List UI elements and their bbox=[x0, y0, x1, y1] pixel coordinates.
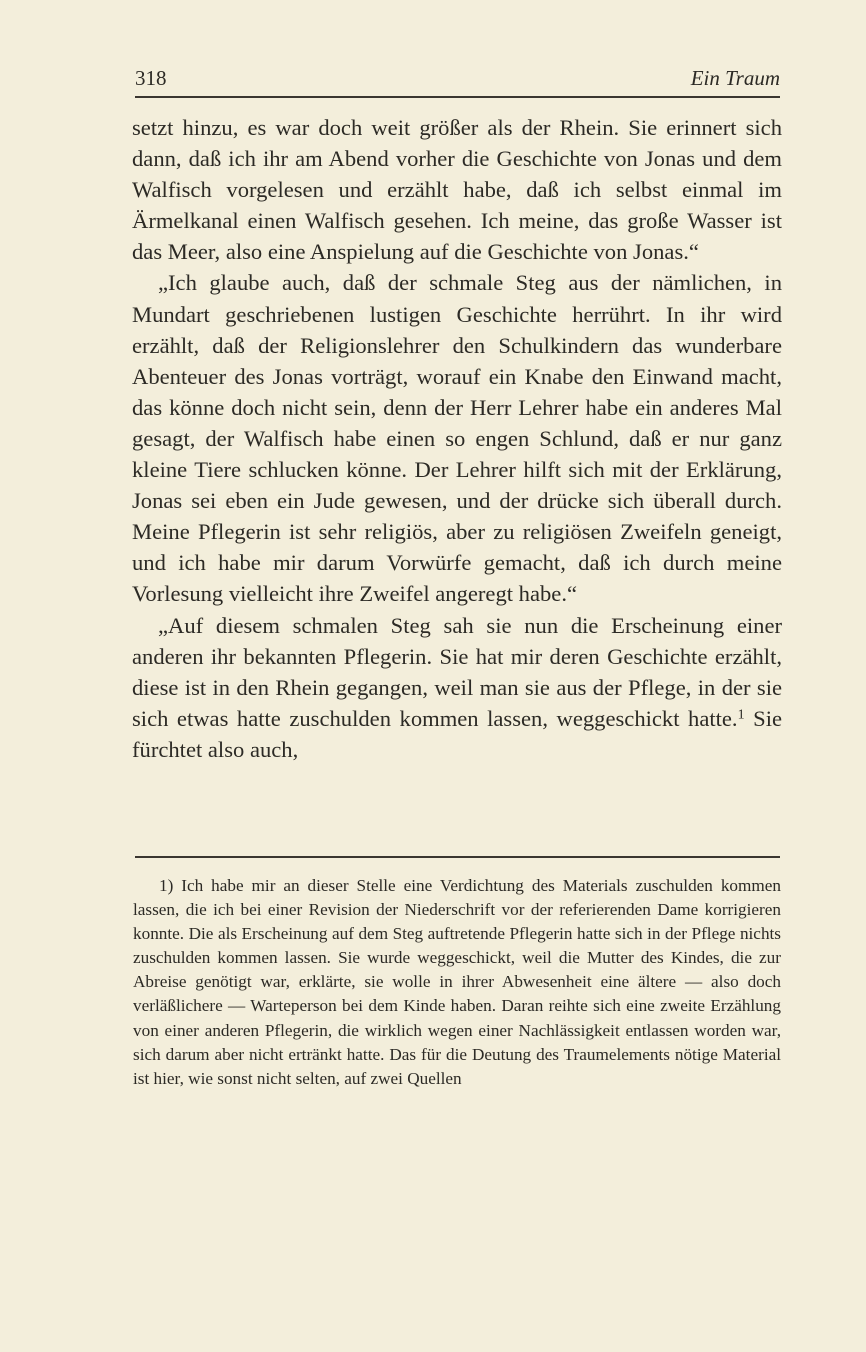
paragraph bbox=[132, 610, 782, 765]
paragraph: setzt hinzu, es war doch weit größer als der Rhein. Sie erinnert sich dann, daß ich ihr am Abend vorher die Geschichte von Jonas und dem Walfisch vorgelesen und erzählt habe, daß ich selbst einmal im Ärmelkanal einen Walfisch gesehen. Ich meine, das große Wasser ist das Meer, also eine Anspielung auf die Geschichte von Jonas.“ bbox=[132, 115, 782, 265]
main-text bbox=[132, 112, 782, 765]
running-title: Ein Traum bbox=[690, 66, 780, 90]
header-rule bbox=[135, 96, 780, 98]
page-header bbox=[135, 66, 780, 92]
footnote bbox=[133, 874, 781, 1091]
paragraph-text: Sie fürchtet also auch, bbox=[132, 705, 782, 762]
footnote-rule bbox=[135, 856, 780, 858]
footnote-reference: 1 bbox=[737, 707, 745, 723]
page-number: 318 bbox=[135, 66, 167, 90]
footnote-text: 1) Ich habe mir an dieser Stelle eine Verdichtung des Materials zuschulden kommen lassen, die ich bei einer Revision der Niederschrift vor der referierenden Dame korrigieren konnte. Die als Erscheinung auf dem Steg auftretende Pflegerin hatte sich in der Pflege nichts zuschulden kommen lassen. Sie wurde weggeschickt, weil die Mutter des Kindes, die zur Abreise genötigt war, erklärte, sie wolle in ihrer Abwesenheit eine ältere — also doch verläßlichere — Warteperson bei dem Kinde haben. Daran reihte sich eine zweite Erzählung von einer anderen Pflegerin, die wirklich wegen einer Nachlässigkeit entlassen worden war, sich darum aber nicht ertränkt hatte. Das für die Deutung des Traumelements nötige Material ist hier, wie sonst nicht selten, auf zwei Quellen bbox=[133, 876, 781, 1088]
paragraph: „Ich glaube auch, daß der schmale Steg aus der nämlichen, in Mundart geschriebenen lustigen Geschichte herrührt. In ihr wird erzählt, daß der Religionslehrer den Schulkindern das wunderbare Abenteuer des Jonas vorträgt, worauf ein Knabe den Einwand macht, das könne doch nicht sein, denn der Herr Lehrer habe ein anderes Mal gesagt, der Walfisch habe einen so engen Schlund, daß er nur ganz kleine Tiere schlucken könne. Der Lehrer hilft sich mit der Erklärung, Jonas sei eben ein Jude gewesen, und der drücke sich überall durch. Meine Pflegerin ist sehr religiös, aber zu religiösen Zweifeln geneigt, und ich habe mir darum Vorwürfe gemacht, daß ich durch meine Vorlesung vielleicht ihre Zweifel angeregt habe.“ bbox=[132, 270, 782, 607]
paragraph-text: „Auf diesem schmalen Steg sah sie nun die Erscheinung einer anderen ihr bekannten Pflegerin. Sie hat mir deren Geschichte erzählt, diese ist in den Rhein gegangen, weil man sie aus der Pflege, in der sie sich etwas hatte zuschulden kommen lassen, weggeschickt hatte. bbox=[132, 612, 782, 731]
